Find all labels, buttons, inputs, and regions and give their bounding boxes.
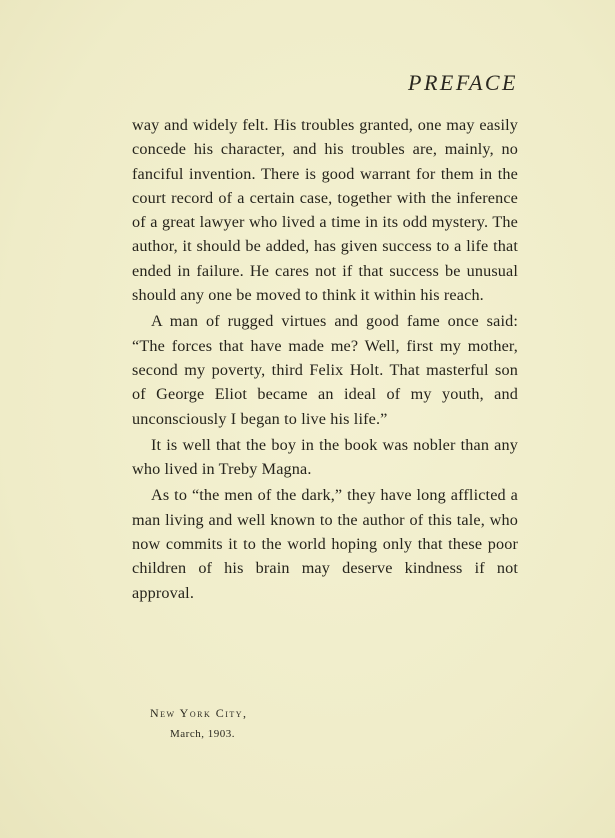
paragraph-quote: A man of rugged virtues and good fame once said: “The forces that have made me? Well, first my mother, second my poverty, third Felix Holt. That masterful son of George Eliot became an ideal of my youth, and unconsciously I began to live his life.” (132, 312, 518, 428)
paragraph-continued: way and widely felt. His troubles granted, one may easily concede his character, and his troubles are, mainly, no fanciful invention. There is good warrant for them in the court record of a certain case, together with the inference of a great lawyer who lived a time in its odd mystery. The author, it should be added, has given success to a life that ended in failure. He cares not if that success be unusual should any one be moved to think it within his reach. (132, 116, 518, 305)
signature-place: New York City, (150, 706, 248, 720)
paragraph-men-of-dark: As to “the men of the dark,” they have long afflicted a man living and well known to the author of this tale, who now commits it to the world hoping only that these poor children of his brain may deserve kindness if not approval. (132, 486, 518, 602)
signature-date: March, 1903. (170, 728, 235, 740)
paragraph-boy: It is well that the boy in the book was nobler than any who lived in Treby Magna. (132, 435, 518, 479)
signature-block (150, 703, 248, 745)
preface-body (132, 113, 518, 605)
running-head-title: PREFACE (408, 70, 518, 95)
